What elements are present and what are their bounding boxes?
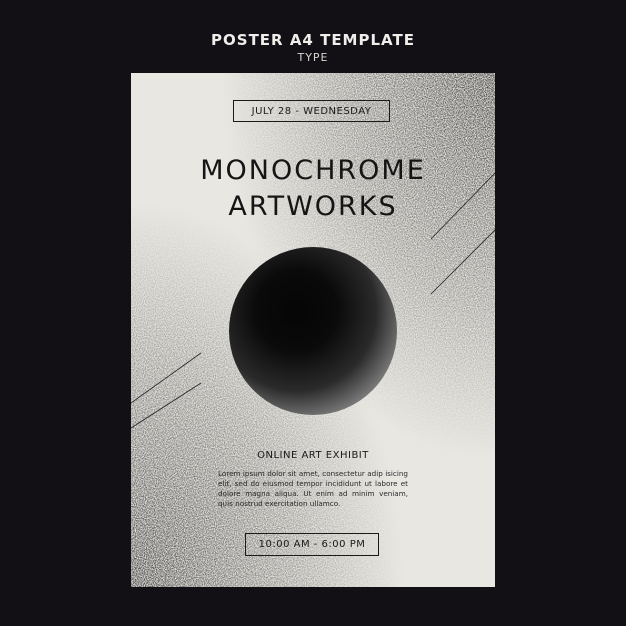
poster: [131, 73, 495, 587]
time-badge: 10:00 AM - 6:00 PM: [245, 533, 379, 556]
poster-title-line-2: ARTWORKS: [228, 191, 398, 222]
poster-body-text: Lorem ipsum dolor sit amet, consectetur adip isicing elit, sed do eiusmod tempor incididunt ut labore et dolore magna aliqua. Ut enim ad minim veniam, quis nostrud exercitation ullamco.: [218, 469, 408, 508]
poster-title-line-1: MONOCHROME: [200, 155, 426, 186]
page-heading: POSTER A4 TEMPLATE: [211, 31, 415, 49]
page-subheading: TYPE: [297, 51, 329, 64]
date-badge: JULY 28 - WEDNESDAY: [233, 100, 390, 122]
poster-subtitle: ONLINE ART EXHIBIT: [257, 450, 369, 461]
gradient-orb: [229, 247, 397, 415]
